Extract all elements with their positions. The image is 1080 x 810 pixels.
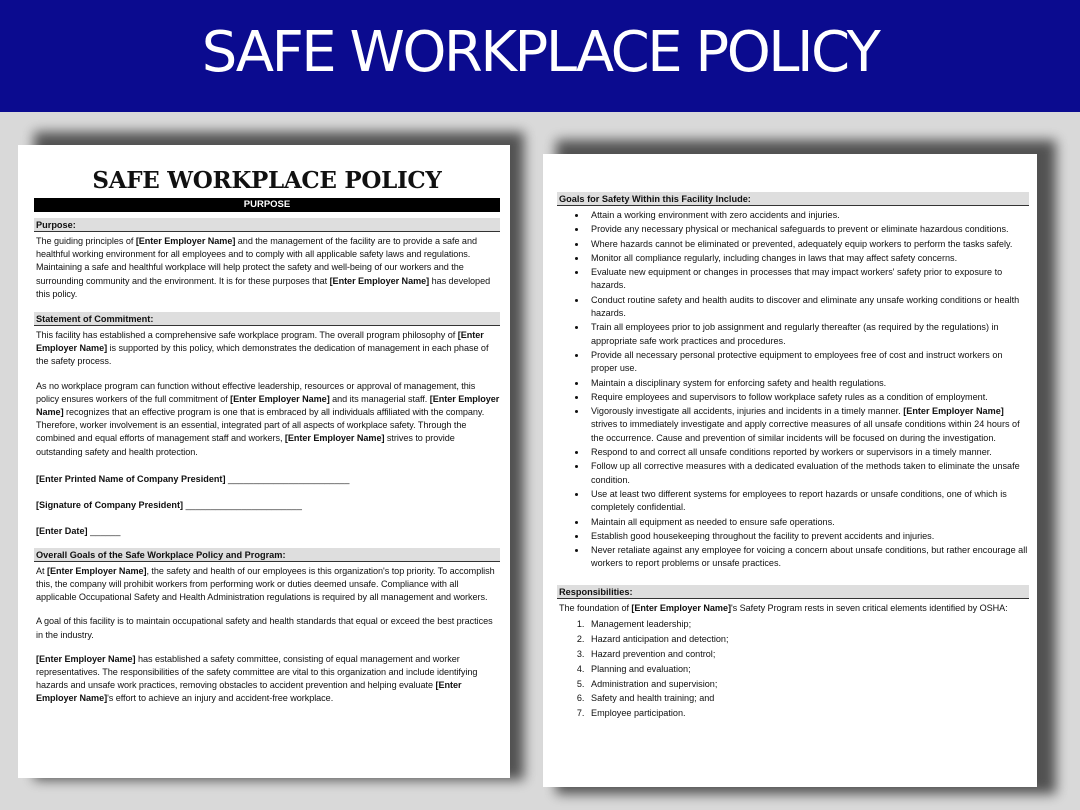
- facility-goals-heading: Goals for Safety Within this Facility Include:: [557, 192, 1029, 206]
- facility-goal-item: • Attain a working environment with zero accidents and injuries.: [587, 209, 1029, 222]
- osha-element-item: 7. Employee participation.: [587, 706, 1029, 721]
- facility-goal-item: • Train all employees prior to job assignment and regularly thereafter (as required by the regulations) in appropriate safe work practices and procedures.: [587, 321, 1029, 348]
- commitment-text-1: This facility has established a comprehensive safe workplace program. The overall program philosophy of [Enter Employer Name] is supported by this policy, which demonstrates the dedication of management in each phase of the safety process.: [36, 330, 489, 367]
- date-label: [Enter Date]: [36, 525, 88, 536]
- date-blank: ______: [90, 525, 121, 536]
- overall-goals-text-2: A goal of this facility is to maintain occupational safety and health standards that equal or exceed the best practices in the industry.: [36, 616, 493, 640]
- osha-element-item: 6. Safety and health training; and: [587, 691, 1029, 706]
- osha-element-item: 5. Administration and supervision;: [587, 677, 1029, 692]
- commitment-text-2: As no workplace program can function without effective leadership, resources or approval of management, this policy ensures workers of the full commitment of [Enter Employer Name] and its managerial staff. [Enter Employer Name] recognizes that an effective program is one that is embraced by all individuals affiliated with the company. Therefore, worker involvement is an essential, integrated part of all aspects of workplace safety. Through the combined and equal efforts of management staff and workers, [Enter Employer Name] strives to provide outstanding safety and health protection.: [36, 380, 500, 457]
- facility-goal-item: • Vigorously investigate all accidents, injuries and incidents in a timely manner. [Enter Employer Name] strives to immediately investigate and apply corrective measures of all unsafe conditions within 24 hours of the occurrence. Cause and prevention of similar incidents will be focused on during the investigation.: [587, 405, 1029, 445]
- facility-goal-item: • Follow up all corrective measures with a dedicated evaluation of the methods taken to eliminate the unsafe condition.: [587, 460, 1029, 487]
- president-name-blank: ________________________: [228, 473, 350, 484]
- facility-goals-list: [557, 209, 1029, 571]
- president-name-line: [36, 474, 500, 484]
- facility-goal-item: • Establish good housekeeping throughout the facility to prevent accidents and injuries.: [587, 530, 1029, 543]
- osha-elements-list: [557, 617, 1029, 721]
- facility-goal-item: • Respond to and correct all unsafe conditions reported by workers or supervisors in a timely manner.: [587, 446, 1029, 459]
- document-page-2: [543, 154, 1037, 787]
- facility-goal-item: • Conduct routine safety and health audits to discover and eliminate any unsafe working conditions or health hazards.: [587, 294, 1029, 321]
- purpose-text: The guiding principles of [Enter Employer Name] and the management of the facility are to provide a safe and healthful working environment for all employees and to comply with all applicable safety laws and regulations. Maintaining a safe and healthful workplace will help protect the safety and well-being of our workers and the surrounding community and the environment. It is for these purposes that [Enter Employer Name] has developed this policy.: [36, 236, 491, 299]
- osha-element-item: 3. Hazard prevention and control;: [587, 647, 1029, 662]
- responsibilities-text: The foundation of [Enter Employer Name]'s Safety Program rests in seven critical elements identified by OSHA:: [559, 602, 1008, 613]
- document-page-1: [18, 145, 510, 778]
- signature-label: [Signature of Company President]: [36, 499, 184, 510]
- facility-goal-item: • Provide all necessary personal protective equipment to employees free of cost and instruct workers on proper use.: [587, 349, 1029, 376]
- signature-line: [36, 500, 500, 510]
- overall-goals-text-1: At [Enter Employer Name], the safety and health of our employees is this organization's top priority. To accomplish this, the company will prohibit workers from performing work or duties deemed unsafe. Compliance with all applicable Occupational Safety and Health Administration regulations is required by all management and workers.: [36, 565, 495, 603]
- purpose-bar: PURPOSE: [34, 198, 500, 212]
- osha-element-item: 2. Hazard anticipation and detection;: [587, 632, 1029, 647]
- commitment-heading: Statement of Commitment:: [34, 312, 500, 326]
- facility-goal-item: • Require employees and supervisors to follow workplace safety rules as a condition of employment.: [587, 391, 1029, 404]
- facility-goal-item: • Never retaliate against any employee for voicing a concern about unsafe conditions, but rather encourage all workers to report problems or unsafe practices.: [587, 544, 1029, 571]
- president-name-label: [Enter Printed Name of Company President]: [36, 473, 226, 484]
- title-banner: [0, 0, 1080, 112]
- document-title: SAFE WORKPLACE POLICY: [92, 167, 442, 194]
- signature-blank: _______________________: [185, 499, 302, 510]
- responsibilities-heading: Responsibilities:: [557, 585, 1029, 599]
- facility-goal-item: • Where hazards cannot be eliminated or prevented, adequately equip workers to perform the tasks safely.: [587, 238, 1029, 251]
- purpose-heading: Purpose:: [34, 218, 500, 232]
- overall-goals-text-3: [Enter Employer Name] has established a safety committee, consisting of equal management and worker representatives. The responsibilities of the safety committee are vital to this organization and include identifying hazards and unsafe work practices, removing obstacles to accident prevention and helping evaluate [Enter Employer Name]'s effort to achieve an injury and accident-free workplace.: [36, 653, 478, 704]
- banner-title: SAFE WORKPLACE POLICY: [201, 19, 879, 85]
- facility-goal-item: • Evaluate new equipment or changes in processes that may impact workers' safety prior to exposure to hazards.: [587, 266, 1029, 293]
- osha-element-item: 4. Planning and evaluation;: [587, 662, 1029, 677]
- facility-goal-item: • Maintain all equipment as needed to ensure safe operations.: [587, 516, 1029, 529]
- facility-goal-item: • Provide any necessary physical or mechanical safeguards to prevent or eliminate hazardous conditions.: [587, 223, 1029, 236]
- osha-element-item: 1. Management leadership;: [587, 617, 1029, 632]
- overall-goals-heading: Overall Goals of the Safe Workplace Policy and Program:: [34, 548, 500, 562]
- facility-goal-item: • Maintain a disciplinary system for enforcing safety and health regulations.: [587, 377, 1029, 390]
- facility-goal-item: • Monitor all compliance regularly, including changes in laws that may affect safety concerns.: [587, 252, 1029, 265]
- facility-goal-item: • Use at least two different systems for employees to report hazards or unsafe conditions, one of which is completely confidential.: [587, 488, 1029, 515]
- date-line: [36, 526, 500, 536]
